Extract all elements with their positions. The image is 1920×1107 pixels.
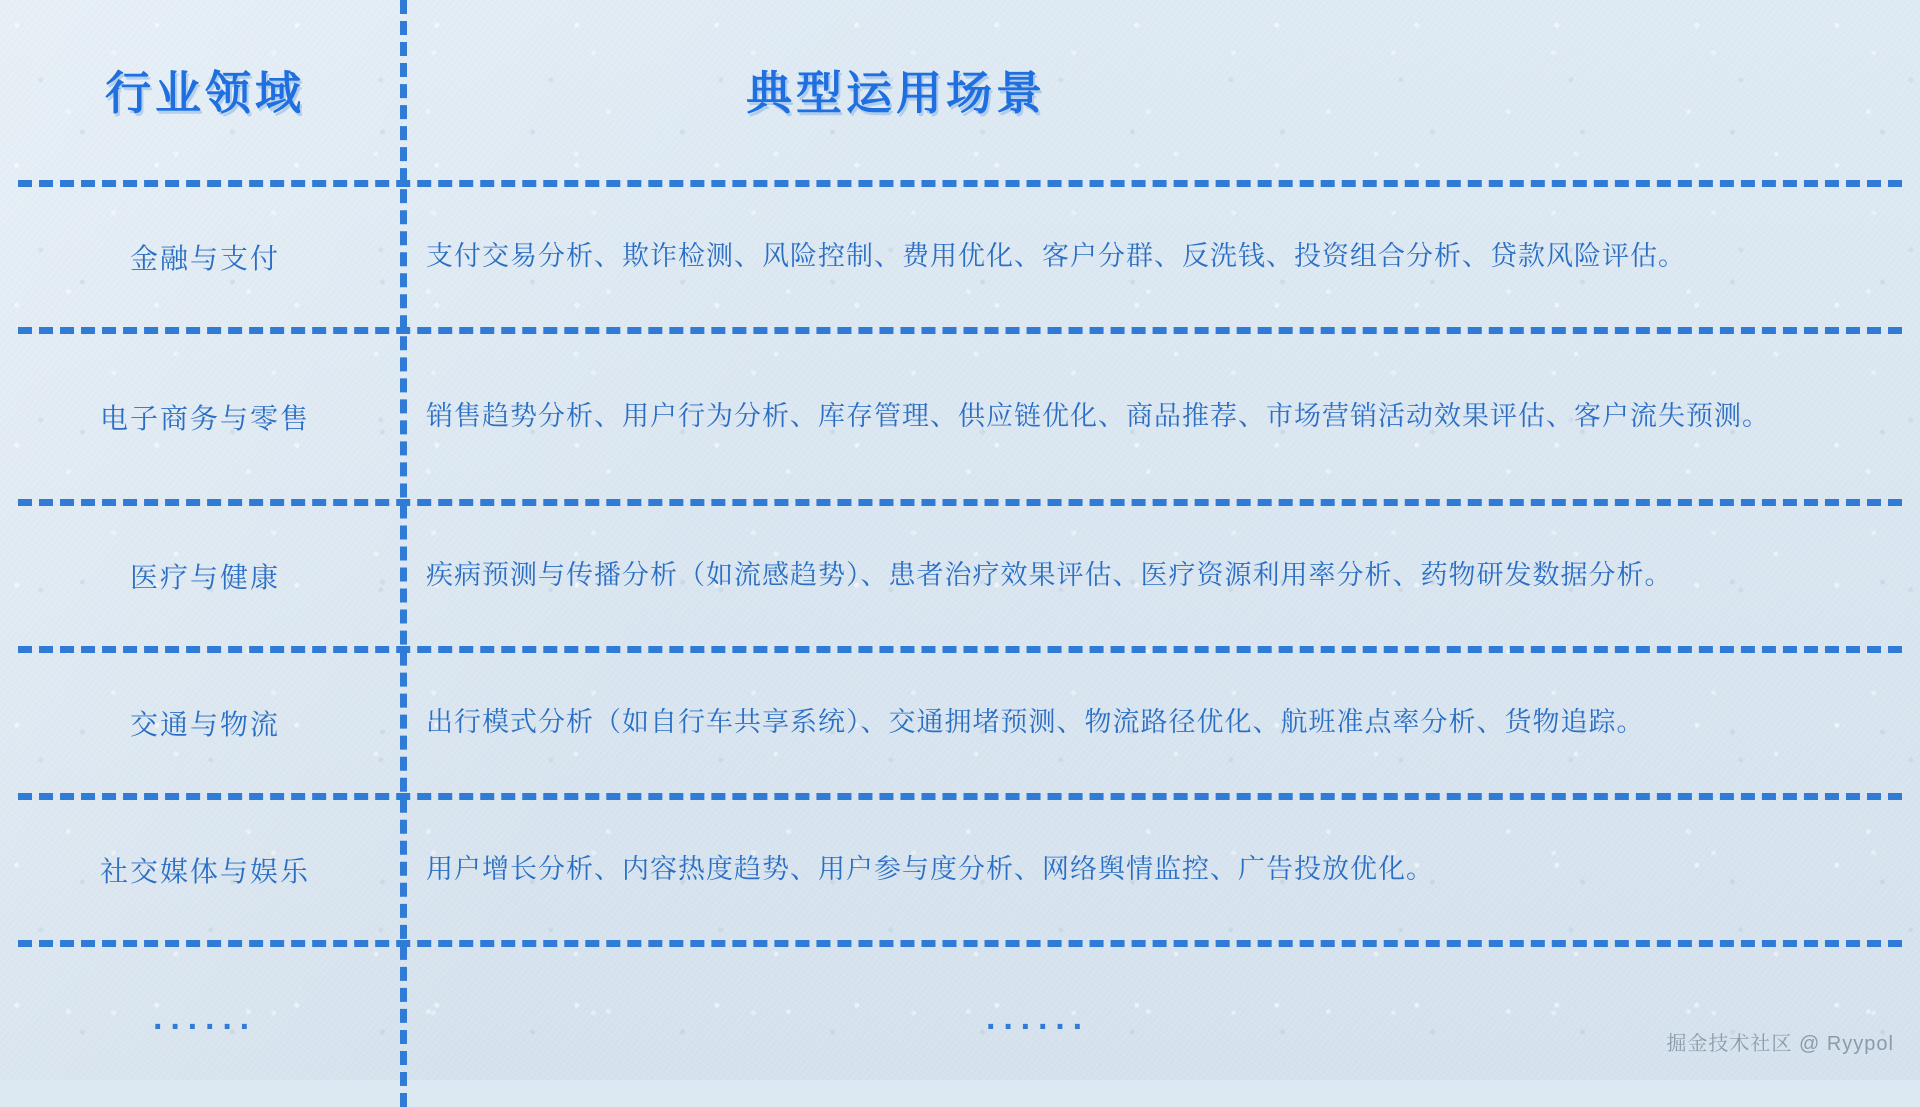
table-row [10,334,1910,499]
row-domain-cell [10,334,400,499]
row-scenarios-text: 销售趋势分析、用户行为分析、库存管理、供应链优化、商品推荐、市场营销活动效果评估、客户流失预测。 [426,400,1770,431]
table-header-row [10,0,1910,180]
divider-row-5 [18,940,1902,947]
row-scenarios-cell [400,800,1910,940]
row-scenarios-text: 用户增长分析、内容热度趋势、用户参与度分析、网络舆情监控、广告投放优化。 [426,854,1434,885]
row-domain-label: 医疗与健康 [129,562,280,593]
row-scenarios-cell [400,653,1910,793]
ellipsis-domain-dots: ······ [153,1007,257,1046]
header-cell-scenarios [400,0,1910,180]
divider-row-3 [18,646,1902,653]
divider-row-4 [18,793,1902,800]
header-label-domain: 行业领域 [105,67,305,119]
table-row [10,506,1910,646]
table-row [10,800,1910,940]
table-row [10,187,1910,327]
header-cell-domain [10,0,400,180]
row-scenarios-cell [400,334,1910,499]
row-scenarios-cell [400,506,1910,646]
row-domain-cell [10,653,400,793]
row-domain-label: 社交媒体与娱乐 [99,856,310,887]
row-domain-cell [10,187,400,327]
watermark: 掘金技术社区 @ Ryypol [1666,1033,1894,1055]
vertical-dashed-divider [400,0,407,1107]
table-row-ellipsis [10,947,1910,1107]
row-domain-cell [10,506,400,646]
row-domain-label: 交通与物流 [129,709,280,740]
row-scenarios-text: 疾病预测与传播分析（如流感趋势）、患者治疗效果评估、医疗资源利用率分析、药物研发数据分析。 [426,560,1673,591]
header-label-scenarios: 典型运用场景 [746,67,1046,119]
row-domain-label: 金融与支付 [129,243,280,274]
divider-row-2 [18,499,1902,506]
table-row [10,653,1910,793]
row-domain-cell [10,800,400,940]
divider-row-1 [18,327,1902,334]
row-scenarios-text: 支付交易分析、欺诈检测、风险控制、费用优化、客户分群、反洗钱、投资组合分析、贷款风险评估。 [426,241,1686,272]
ellipsis-scenarios-dots: ······ [986,1007,1090,1046]
row-domain-label: 电子商务与零售 [99,402,310,434]
ellipsis-domain-cell [10,947,400,1107]
divider-after-header [18,180,1902,187]
row-scenarios-text: 出行模式分析（如自行车共享系统）、交通拥堵预测、物流路径优化、航班准点率分析、货物追踪。 [426,707,1645,738]
row-scenarios-cell [400,187,1910,327]
